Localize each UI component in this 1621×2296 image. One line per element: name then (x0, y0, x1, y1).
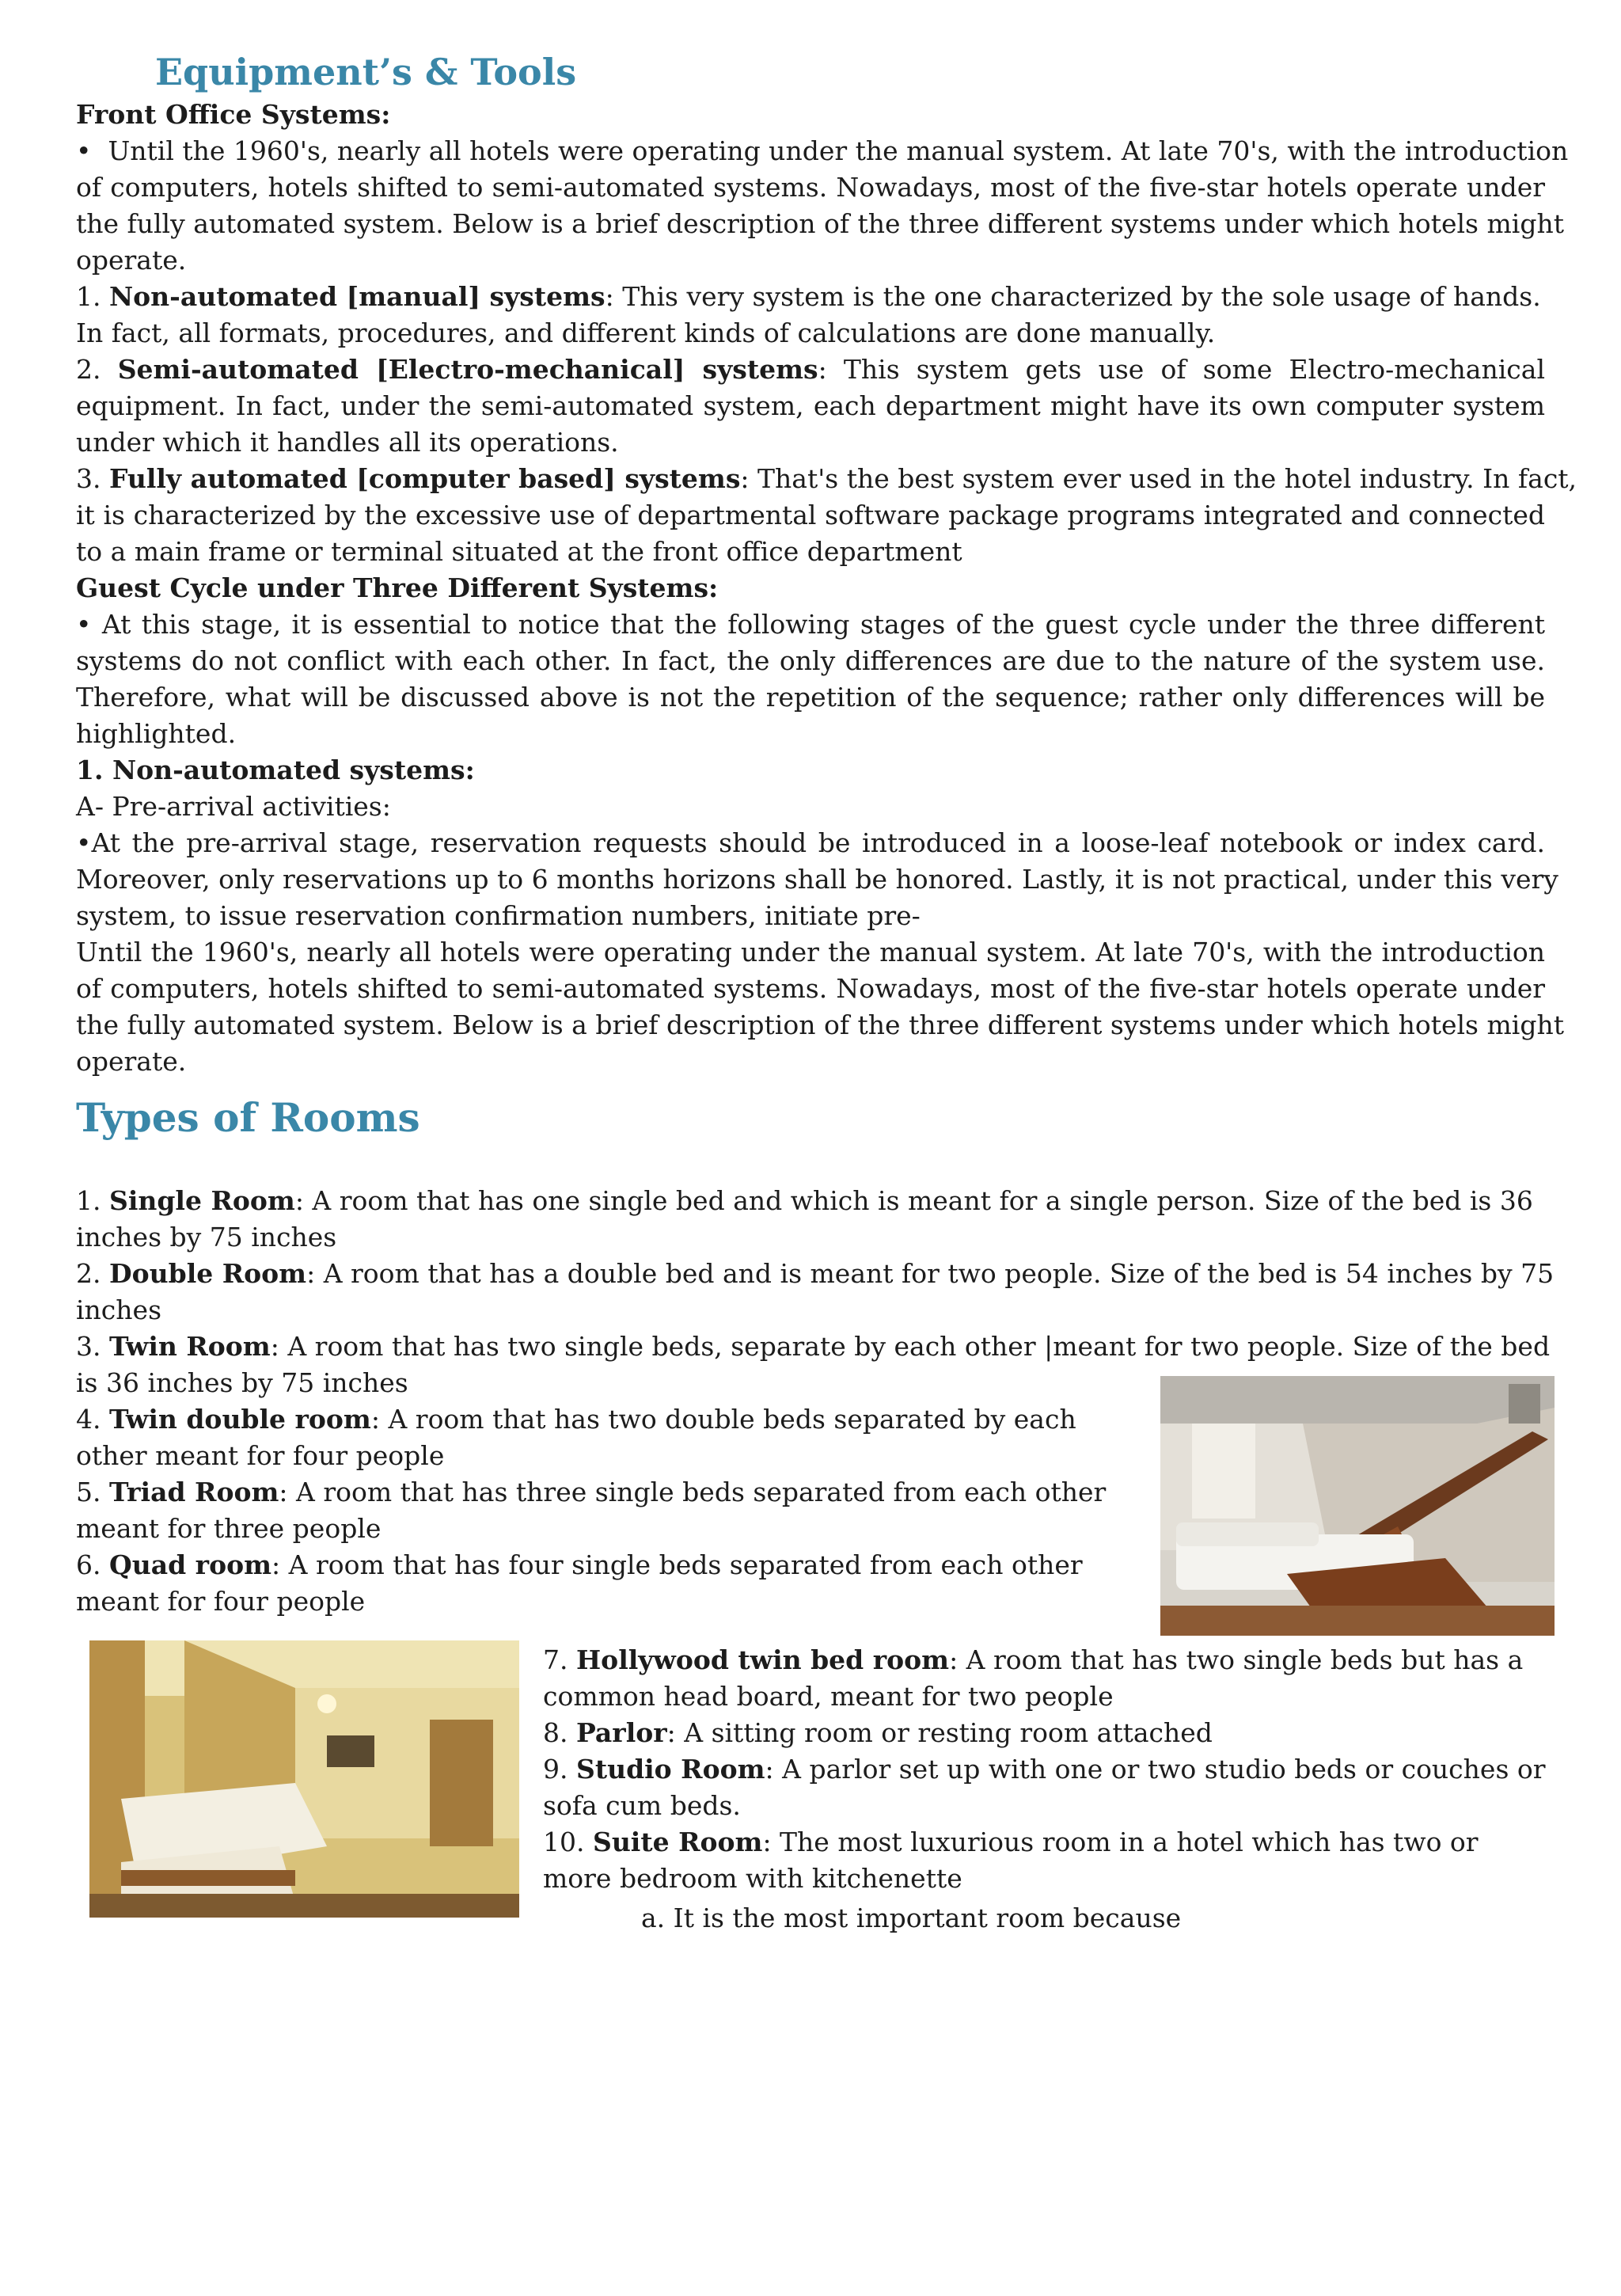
room-text: : A parlor set up with one or two studio beds or couches or (765, 1754, 1546, 1785)
room-term: Twin Room (109, 1331, 271, 1362)
paragraph-line: of computers, hotels shifted to semi-automated systems. Nowadays, most of the five-star hotels operate under (76, 172, 1545, 203)
paragraph-line: equipment. In fact, under the semi-automated system, each department might have its own computer system (76, 390, 1545, 421)
pre-arrival-label: A- Pre-arrival activities: (76, 791, 391, 822)
paragraph-line: operate. (76, 1046, 187, 1077)
room-text: : A room that has two single beds, separate by each other |meant for two people. Size of the bed (270, 1331, 1551, 1362)
front-office-heading: Front Office Systems: (76, 99, 391, 130)
paragraph-line: systems do not conflict with each other. In fact, the only differences are due to the nature of the system use. (76, 645, 1545, 676)
room-item-studio (543, 1751, 1548, 1788)
guest-cycle-heading: Guest Cycle under Three Different Systems: (76, 572, 719, 603)
paragraph-line: the fully automated system. Below is a brief description of the three different systems under which hotels might (76, 208, 1564, 239)
list-number: 3. (76, 463, 101, 494)
room-text: : A room that has two single beds but has a (949, 1644, 1524, 1675)
paragraph-line: Until the 1960's, nearly all hotels were operating under the manual system. At late 70's, with the introduction (76, 937, 1545, 967)
paragraph-line: • At this stage, it is essential to notice that the following stages of the guest cycle under the three different (76, 609, 1545, 640)
paragraph-line: Therefore, what will be discussed above is not the repetition of the sequence; rather only differences will be (76, 682, 1545, 713)
paragraph-line: other meant for four people (76, 1440, 445, 1471)
paragraph-line: operate. (76, 245, 187, 276)
list-item-system-2 (76, 352, 1545, 388)
room-term: Triad Room (109, 1477, 279, 1507)
living-room-photo (1160, 1376, 1555, 1636)
paragraph-line: highlighted. (76, 718, 237, 749)
paragraph-line: more bedroom with kitchenette (543, 1863, 962, 1894)
list-number: 10. (543, 1827, 585, 1857)
paragraph-line: the fully automated system. Below is a brief description of the three different systems under which hotels might (76, 1009, 1564, 1040)
paragraph-line: common head board, meant for two people (543, 1681, 1114, 1712)
non-automated-heading: 1. Non-automated systems: (76, 755, 475, 785)
paragraph-line: to a main frame or terminal situated at the front office department (76, 536, 962, 567)
room-term: Hollywood twin bed room (576, 1644, 950, 1675)
list-number: 6. (76, 1549, 101, 1580)
room-text: : A room that has three single beds separated from each other (279, 1477, 1107, 1507)
room-text: : A sitting room or resting room attached (666, 1717, 1213, 1748)
paragraph-line: meant for four people (76, 1586, 366, 1617)
paragraph-line: under which it handles all its operations. (76, 427, 619, 458)
sub-item-a: a. It is the most important room because (641, 1903, 1182, 1933)
room-text: : A room that has four single beds separated from each other (271, 1549, 1083, 1580)
room-text: : A room that has two double beds separated by each (370, 1404, 1076, 1435)
list-term: Non-automated [manual] systems (109, 281, 606, 312)
room-term: Studio Room (576, 1754, 765, 1785)
paragraph-line: meant for three people (76, 1513, 382, 1544)
room-item-twin (76, 1329, 1551, 1365)
room-term: Suite Room (592, 1827, 763, 1857)
room-item-twin-double (76, 1401, 1105, 1438)
text: Until the 1960's, nearly all hotels were operating under the manual system. At late 70's, with the introduction (108, 135, 1569, 166)
paragraph-line: sofa cum beds. (543, 1790, 741, 1821)
room-text: : A room that has one single bed and which is meant for a single person. Size of the bed is 36 (294, 1185, 1533, 1216)
list-number: 1. (76, 281, 101, 312)
list-number: 3. (76, 1331, 101, 1362)
room-item-triad (76, 1474, 1105, 1511)
room-term: Parlor (576, 1717, 667, 1748)
paragraph-line (76, 133, 1569, 169)
paragraph-line: •At the pre-arrival stage, reservation requests should be introduced in a loose-leaf notebook or index card. (76, 827, 1545, 858)
room-term: Quad room (109, 1549, 272, 1580)
list-number: 1. (76, 1185, 101, 1216)
list-text: : This very system is the one characterized by the sole usage of hands. (605, 281, 1541, 312)
room-item-single (76, 1183, 1545, 1219)
list-text: : This system gets use of some Electro-mechanical (818, 354, 1546, 385)
paragraph-line: inches (76, 1294, 162, 1325)
paragraph-line: is 36 inches by 75 inches (76, 1367, 408, 1398)
list-number: 2. (76, 1258, 101, 1289)
list-text: : That's the best system ever used in the hotel industry. In fact, (740, 463, 1577, 494)
list-number: 2. (76, 354, 101, 385)
section-title-equipment: Equipment’s & Tools (155, 51, 577, 93)
list-term: Fully automated [computer based] systems (109, 463, 741, 494)
list-number: 9. (543, 1754, 568, 1785)
paragraph-line: inches by 75 inches (76, 1222, 337, 1253)
paragraph-line: system, to issue reservation confirmation numbers, initiate pre- (76, 900, 921, 931)
list-item-system-1 (76, 279, 1545, 315)
bullet: • (76, 135, 92, 166)
list-number: 8. (543, 1717, 568, 1748)
paragraph-line: Moreover, only reservations up to 6 months horizons shall be honored. Lastly, it is not practical, under this very (76, 864, 1558, 895)
room-item-double (76, 1256, 1555, 1292)
room-item-quad (76, 1547, 1105, 1583)
list-item-system-3 (76, 461, 1577, 497)
room-term: Single Room (109, 1185, 295, 1216)
room-text: : The most luxurious room in a hotel which has two or (762, 1827, 1479, 1857)
bedroom-photo (89, 1640, 519, 1918)
paragraph-line: In fact, all formats, procedures, and different kinds of calculations are done manually. (76, 317, 1216, 348)
list-number: 4. (76, 1404, 101, 1435)
list-term: Semi-automated [Electro-mechanical] systems (117, 354, 818, 385)
room-term: Double Room (109, 1258, 307, 1289)
paragraph-line: of computers, hotels shifted to semi-automated systems. Nowadays, most of the five-star hotels operate under (76, 973, 1545, 1004)
room-text: : A room that has a double bed and is meant for two people. Size of the bed is 54 inches by 75 (306, 1258, 1555, 1289)
room-term: Twin double room (109, 1404, 371, 1435)
section-title-types-of-rooms: Types of Rooms (76, 1094, 420, 1141)
room-item-hollywood (543, 1642, 1548, 1678)
room-item-parlor (543, 1715, 1548, 1751)
paragraph-line: it is characterized by the excessive use of departmental software package programs integrated and connected (76, 500, 1545, 530)
list-number: 5. (76, 1477, 101, 1507)
room-item-suite (543, 1824, 1548, 1861)
list-number: 7. (543, 1644, 568, 1675)
